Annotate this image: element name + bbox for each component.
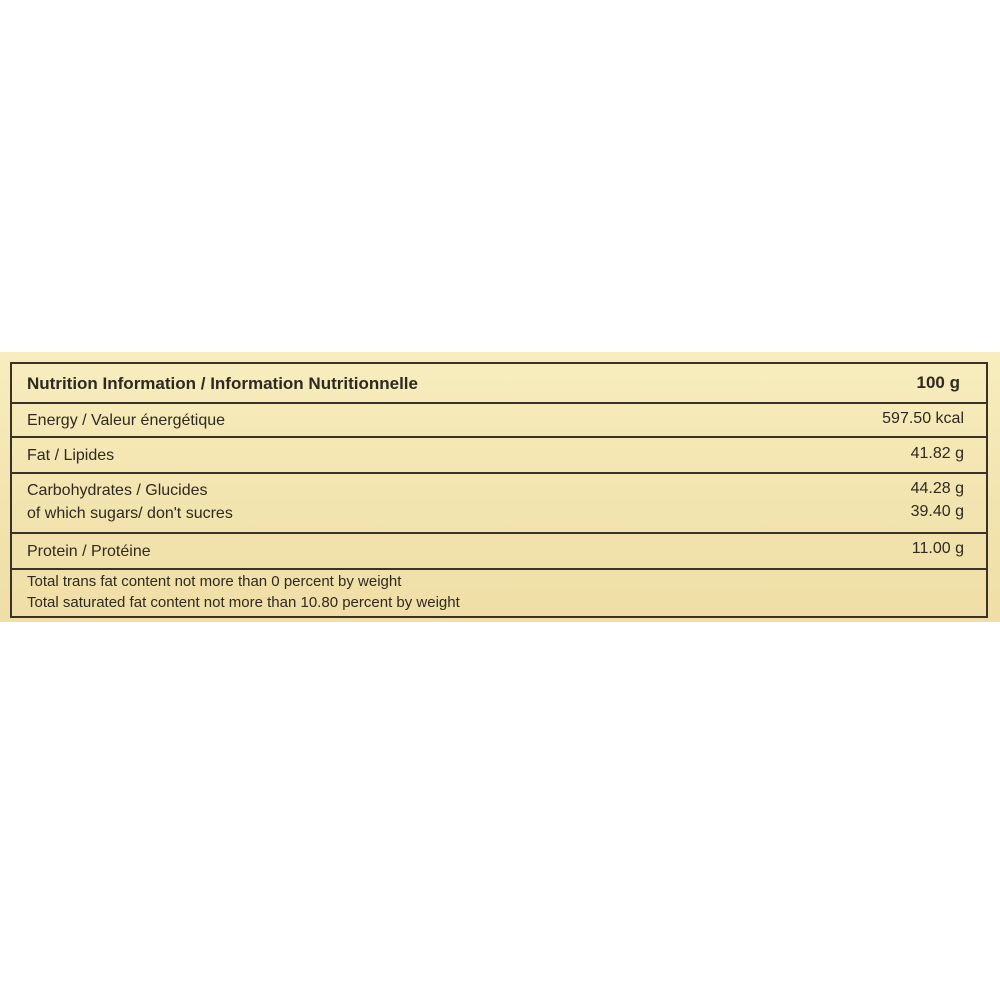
sugars-value: 39.40 g xyxy=(910,503,964,520)
trans-fat-note: Total trans fat content not more than 0 percent by weight xyxy=(27,573,402,590)
energy-value: 597.50 kcal xyxy=(882,410,964,427)
table-header-row xyxy=(12,364,986,404)
table-row-energy xyxy=(12,404,986,438)
saturated-fat-note: Total saturated fat content not more than 10.80 percent by weight xyxy=(27,594,460,611)
header-amount: 100 g xyxy=(916,373,960,392)
table-row-carbohydrates xyxy=(12,474,986,534)
carbohydrates-label xyxy=(27,479,233,525)
nutrition-table xyxy=(10,362,988,618)
fat-label: Fat / Lipides xyxy=(27,447,115,464)
header-title: Nutrition Information / Information Nutritionnelle xyxy=(27,374,418,393)
nutrition-label-panel xyxy=(0,352,1000,622)
carbohydrates-value: 44.28 g xyxy=(910,480,964,497)
carbohydrates-text: Carbohydrates / Glucides xyxy=(27,482,208,499)
energy-label: Energy / Valeur énergétique xyxy=(27,412,226,429)
protein-label: Protein / Protéine xyxy=(27,543,151,560)
table-footnotes-row xyxy=(12,570,986,618)
protein-value: 11.00 g xyxy=(911,540,964,557)
sugars-text: of which sugars/ don't sucres xyxy=(27,505,233,522)
carbohydrates-values xyxy=(911,477,964,523)
fat-value: 41.82 g xyxy=(910,445,964,462)
table-row-protein xyxy=(12,534,986,570)
table-row-fat xyxy=(12,438,986,474)
footnotes xyxy=(27,571,460,613)
